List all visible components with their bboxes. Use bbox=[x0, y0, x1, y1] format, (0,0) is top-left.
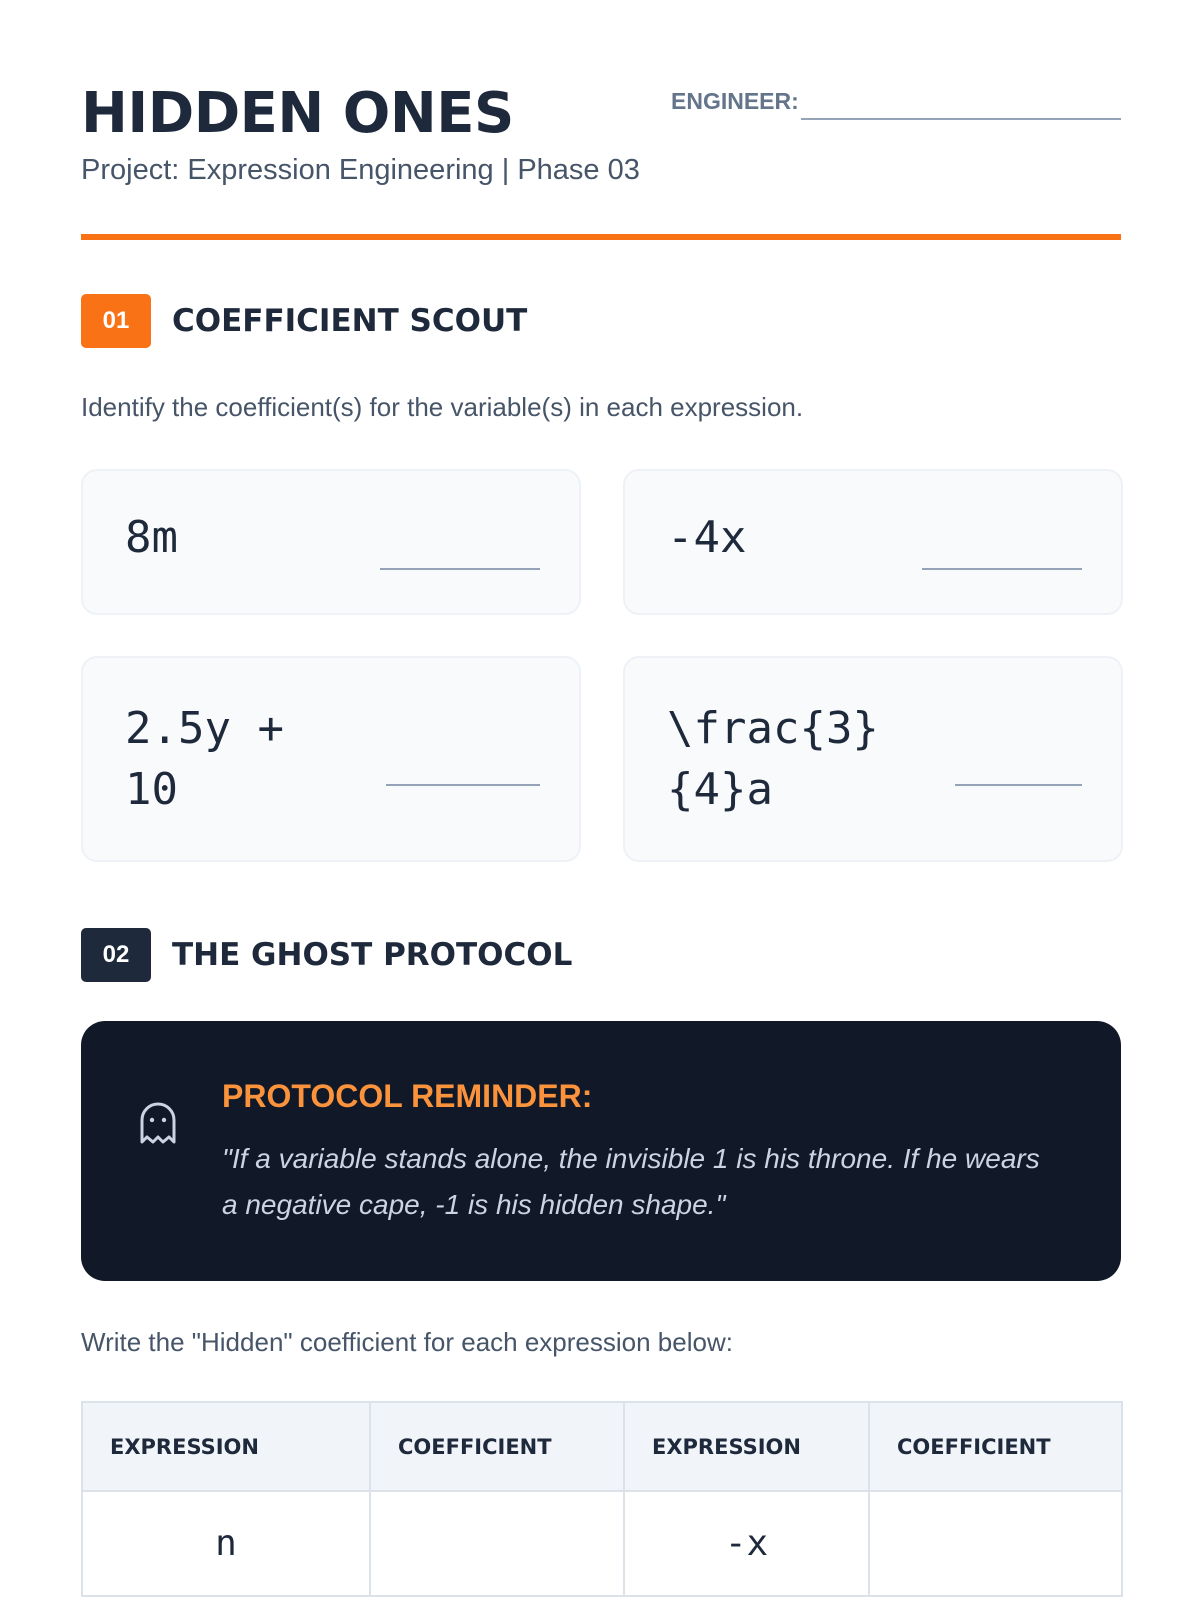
coefficient-table bbox=[81, 1401, 1123, 1597]
engineer-name-field[interactable] bbox=[801, 118, 1121, 120]
expression-card bbox=[81, 656, 581, 862]
header-divider bbox=[81, 234, 1121, 240]
expression-text bbox=[667, 698, 879, 820]
section-01-header bbox=[81, 294, 1121, 348]
section-02-header bbox=[81, 928, 1121, 982]
coefficient-answer-cell[interactable] bbox=[869, 1491, 1122, 1596]
column-header-coefficient: COEFFICIENT bbox=[370, 1402, 624, 1491]
page-subtitle: Project: Expression Engineering | Phase 03 bbox=[81, 154, 640, 186]
section-number-badge: 01 bbox=[81, 294, 151, 348]
answer-blank[interactable] bbox=[386, 784, 540, 786]
section-02-instruction: Write the "Hidden" coefficient for each expression below: bbox=[81, 1327, 733, 1357]
expression-card bbox=[623, 469, 1123, 615]
answer-blank[interactable] bbox=[922, 568, 1082, 570]
column-header-expression: EXPRESSION bbox=[82, 1402, 370, 1491]
answer-blank[interactable] bbox=[955, 784, 1082, 786]
column-header-coefficient: COEFFICIENT bbox=[869, 1402, 1122, 1491]
answer-blank[interactable] bbox=[380, 568, 540, 570]
engineer-label: ENGINEER: bbox=[671, 88, 799, 114]
expression-line: 10 bbox=[125, 764, 178, 815]
protocol-title: PROTOCOL REMINDER: bbox=[222, 1078, 593, 1114]
expression-text: -4x bbox=[667, 512, 747, 563]
expression-text bbox=[125, 698, 284, 820]
expression-cell: -x bbox=[624, 1491, 869, 1596]
column-header-expression: EXPRESSION bbox=[624, 1402, 869, 1491]
protocol-quote: "If a variable stands alone, the invisible 1 is his throne. If he wears a negative cape, -1 is his hidden shape." bbox=[222, 1143, 1040, 1220]
page-title: HIDDEN ONES bbox=[81, 81, 514, 146]
coefficient-answer-cell[interactable] bbox=[370, 1491, 624, 1596]
expression-line: \frac{3} bbox=[667, 703, 879, 754]
table-header-row bbox=[82, 1402, 1122, 1491]
section-number-badge: 02 bbox=[81, 928, 151, 982]
table-row bbox=[82, 1491, 1122, 1596]
section-01-instruction: Identify the coefficient(s) for the variable(s) in each expression. bbox=[81, 392, 804, 422]
section-title: THE GHOST PROTOCOL bbox=[172, 937, 573, 973]
protocol-reminder-box bbox=[81, 1021, 1121, 1281]
expression-card bbox=[623, 656, 1123, 862]
expression-card bbox=[81, 469, 581, 615]
worksheet-header bbox=[81, 80, 1121, 240]
expression-cell: n bbox=[82, 1491, 370, 1596]
expression-text: 8m bbox=[125, 512, 178, 563]
expression-line: {4}a bbox=[667, 764, 773, 815]
ghost-icon bbox=[138, 1100, 178, 1146]
expression-line: 2.5y + bbox=[125, 703, 284, 754]
section-title: COEFFICIENT SCOUT bbox=[172, 303, 528, 339]
